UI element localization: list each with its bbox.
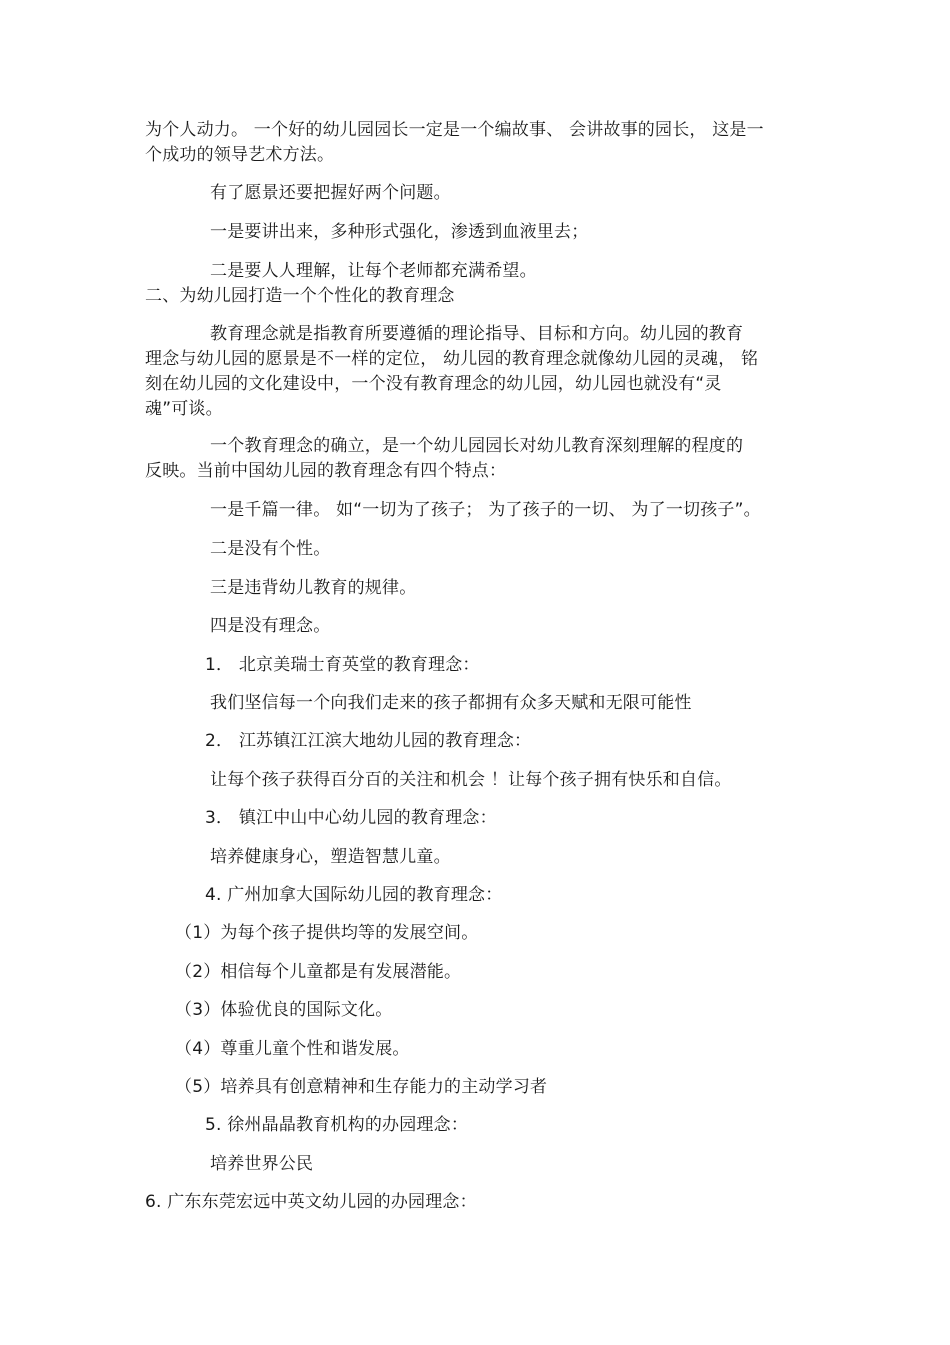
paragraph-line: 为个人动力。 一个好的幼儿园园长一定是一个编故事、 会讲故事的园长， 这是一 — [145, 120, 764, 140]
list-item-heading: 1． 北京美瑞士育英堂的教育理念： — [205, 655, 480, 675]
list-item-heading: 4. 广州加拿大国际幼儿园的教育理念： — [205, 885, 503, 905]
paragraph-line: 理念与幼儿园的愿景是不一样的定位， 幼儿园的教育理念就像幼儿园的灵魂， 铭 — [145, 349, 759, 369]
paragraph-line: 一是千篇一律。 如“一切为了孩子； 为了孩子的一切、 为了一切孩子”。 — [210, 500, 761, 520]
paragraph-line: 一个教育理念的确立，是一个幼儿园园长对幼儿教育深刻理解的程度的 — [210, 436, 744, 456]
paragraph-line: 一是要讲出来，多种形式强化，渗透到血液里去； — [210, 222, 589, 242]
list-item: （1）为每个孩子提供均等的发展空间。 — [175, 923, 479, 943]
list-item-heading: 5. 徐州晶晶教育机构的办园理念： — [205, 1115, 469, 1135]
list-item: （5）培养具有创意精神和生存能力的主动学习者 — [175, 1077, 548, 1097]
section-heading: 二、为幼儿园打造一个个性化的教育理念 — [145, 286, 455, 306]
paragraph-line: 我们坚信每一个向我们走来的孩子都拥有众多天赋和无限可能性 — [210, 693, 692, 713]
paragraph-line: 有了愿景还要把握好两个问题。 — [210, 183, 451, 203]
paragraph-line: 魂”可谈。 — [145, 399, 223, 419]
paragraph-line: 让每个孩子获得百分百的关注和机会 ！让每个孩子拥有快乐和自信。 — [210, 770, 732, 790]
paragraph-line: 教育理念就是指教育所要遵循的理论指导、目标和方向。幼儿园的教育 — [210, 324, 744, 344]
paragraph-line: 二是要人人理解，让每个老师都充满希望。 — [210, 261, 537, 281]
list-item-heading: 3． 镇江中山中心幼儿园的教育理念： — [205, 808, 497, 828]
paragraph-line: 个成功的领导艺术方法。 — [145, 145, 335, 165]
paragraph-line: 三是违背幼儿教育的规律。 — [210, 578, 417, 598]
list-item-heading: 6. 广东东莞宏远中英文幼儿园的办园理念： — [145, 1192, 477, 1212]
paragraph-line: 刻在幼儿园的文化建设中，一个没有教育理念的幼儿园，幼儿园也就没有“灵 — [145, 374, 722, 394]
paragraph-line: 培养健康身心，塑造智慧儿童。 — [210, 847, 451, 867]
paragraph-line: 反映。当前中国幼儿园的教育理念有四个特点： — [145, 461, 507, 481]
paragraph-line: 培养世界公民 — [210, 1154, 314, 1174]
list-item: （2）相信每个儿童都是有发展潜能。 — [175, 962, 462, 982]
list-item: （3）体验优良的国际文化。 — [175, 1000, 393, 1020]
list-item: （4）尊重儿童个性和谐发展。 — [175, 1039, 410, 1059]
paragraph-line: 二是没有个性。 — [210, 539, 331, 559]
list-item-heading: 2． 江苏镇江江滨大地幼儿园的教育理念： — [205, 731, 532, 751]
paragraph-line: 四是没有理念。 — [210, 616, 331, 636]
